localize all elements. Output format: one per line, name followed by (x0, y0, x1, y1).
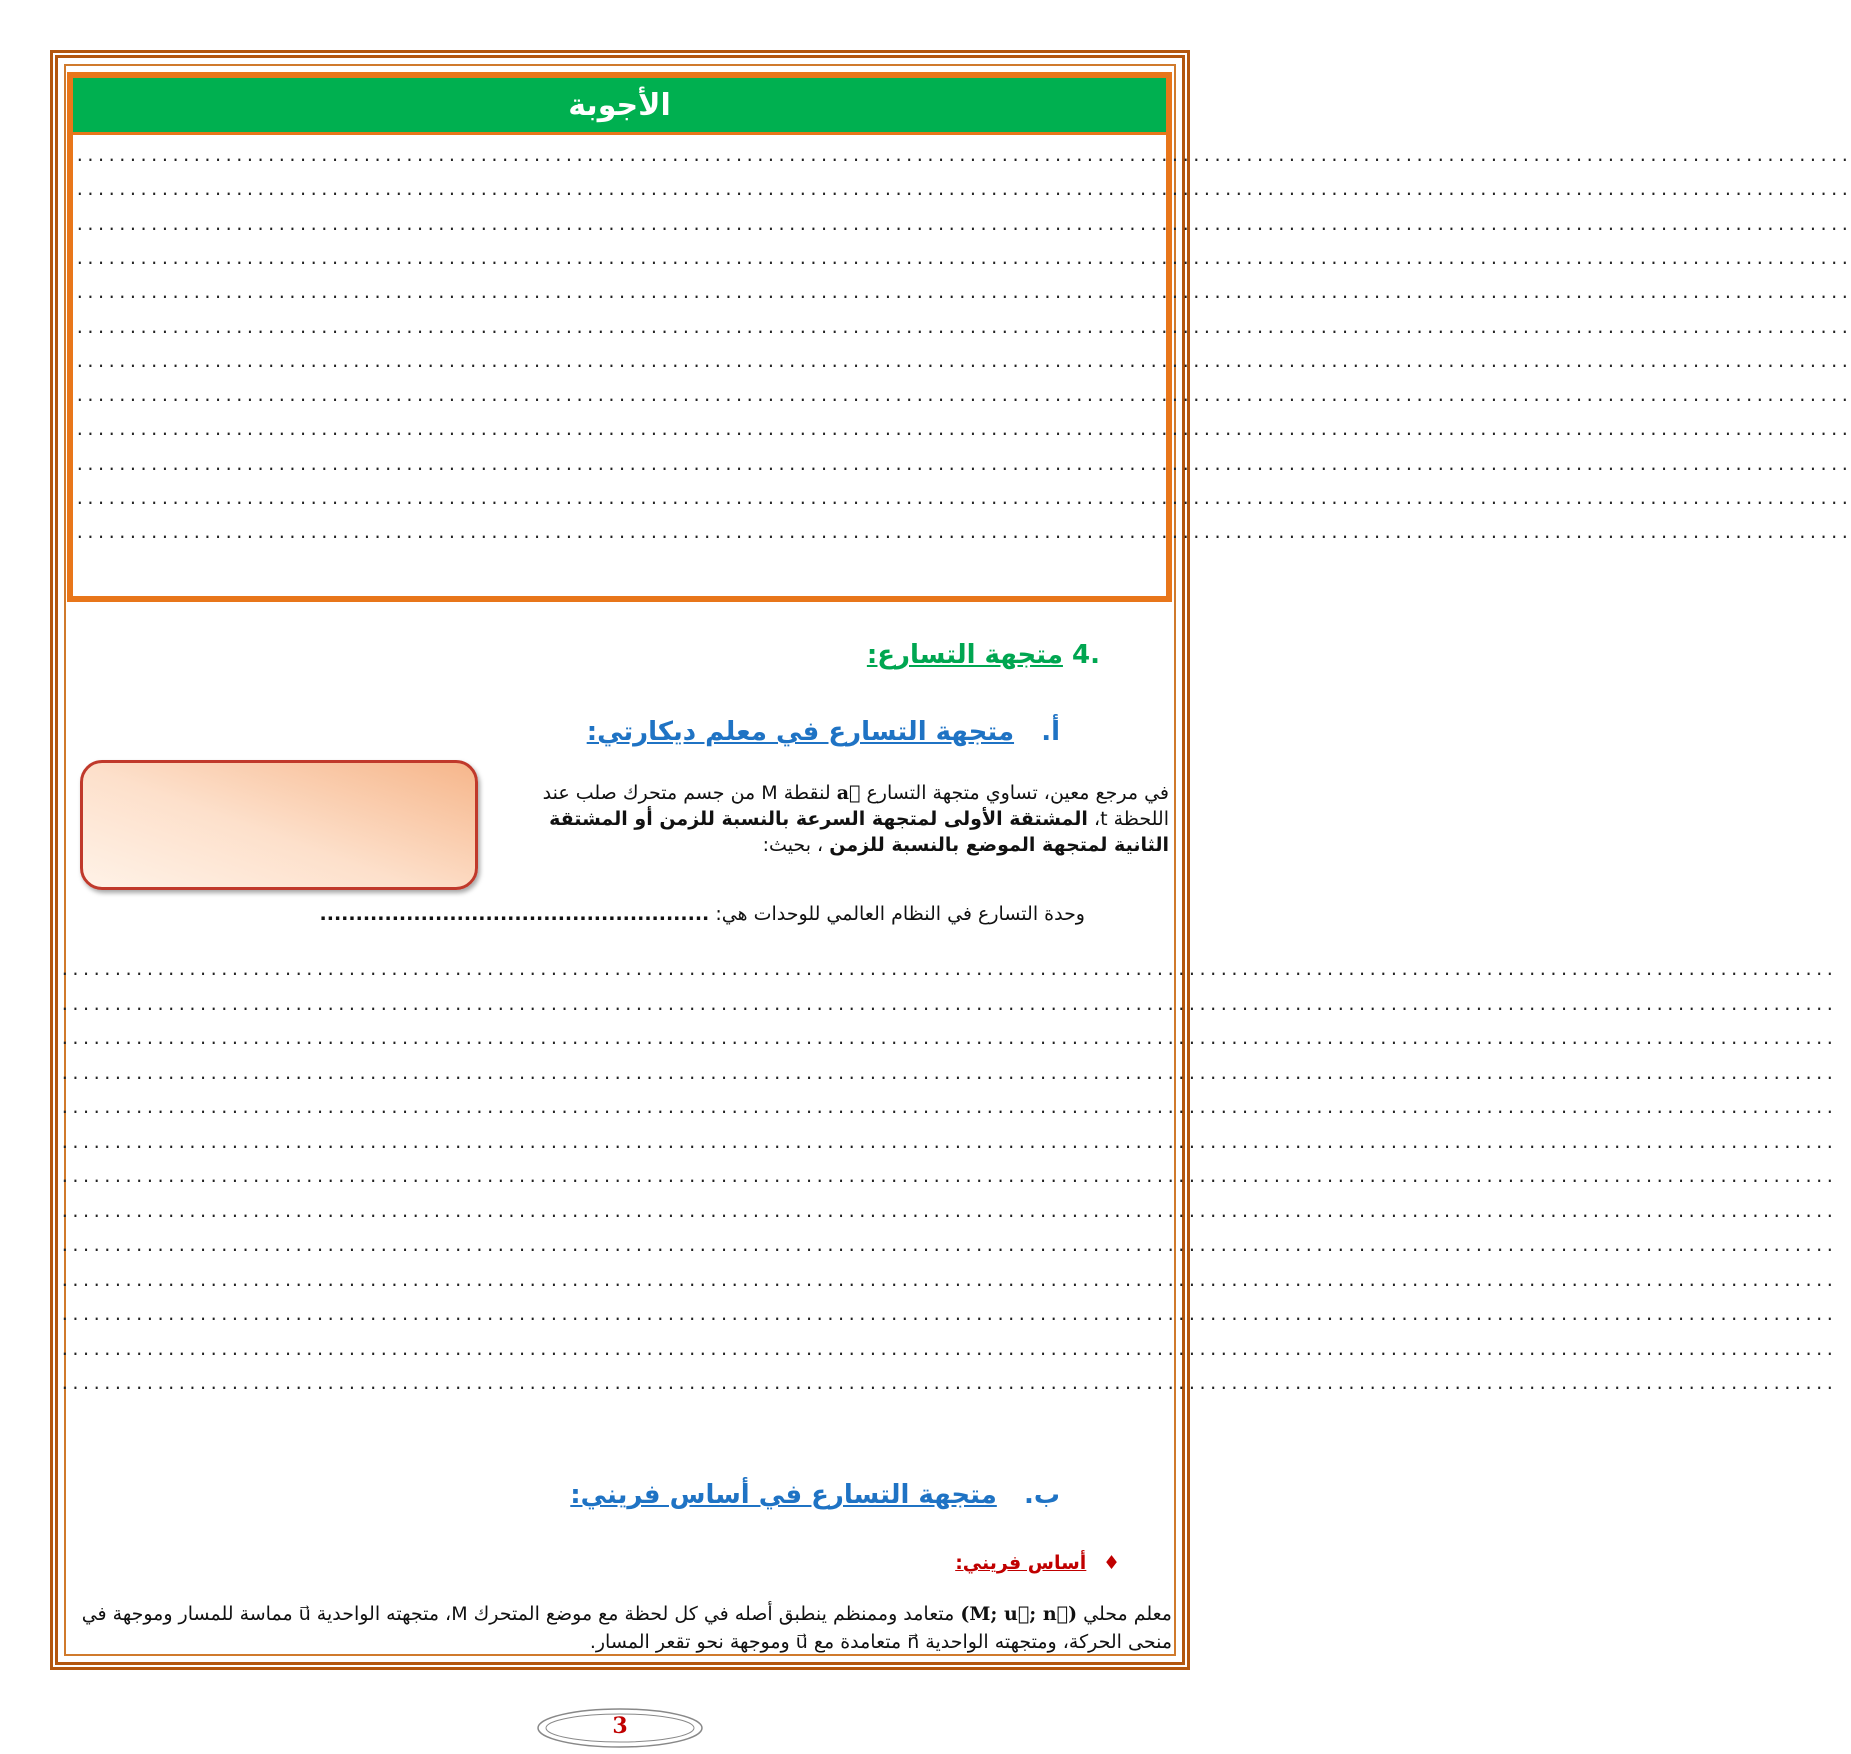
definition-part2: لنقطة M من جسم متحرك صلب عند اللحظة t، (542, 782, 1169, 830)
section-a-title: متجهة التسارع في معلم ديكارتي: (586, 717, 1015, 747)
unit-vector-u: u⃗ (298, 1603, 311, 1625)
section-a-letter: أ. (1041, 717, 1060, 747)
frenet-basis: (M; u⃗; n⃗) (960, 1603, 1078, 1625)
section-a-heading (587, 717, 1060, 747)
dotted-answer-line: ....................................................................................................................................................................... (75, 317, 1851, 337)
frenet-line2-c: وموجهة نحو تقعر المسار. (589, 1631, 790, 1653)
dotted-answer-line: ....................................................................................................................................................................... (60, 1063, 1836, 1083)
frenet-definition (62, 1600, 1172, 1656)
dotted-answer-line: ....................................................................................................................................................................... (75, 146, 1851, 165)
section-b-heading (570, 1480, 1060, 1510)
dotted-answer-line: ....................................................................................................................................................................... (60, 1201, 1836, 1221)
section-4-title: متجهة التسارع: (866, 640, 1063, 670)
diamond-bullet-icon: ♦ (1102, 1552, 1120, 1574)
section-4-number: .4 (1072, 640, 1100, 670)
dotted-answer-line: ....................................................................................................................................................................... (75, 489, 1851, 508)
dotted-answer-line: ....................................................................................................................................................................... (60, 1339, 1836, 1359)
dotted-answer-line: ....................................................................................................................................................................... (75, 283, 1851, 303)
frenet-line1-b: متعامد وممنظم ينطبق أصله في كل لحظة مع موضع المتحرك M، متجهته الواحدية (310, 1603, 955, 1625)
dotted-answer-line: ....................................................................................................................................................................... (60, 994, 1836, 1014)
dotted-answer-line: ....................................................................................................................................................................... (60, 1305, 1836, 1324)
acceleration-definition (497, 780, 1169, 858)
page-number: 3 (612, 1713, 628, 1739)
unit-text: وحدة التسارع في النظام العالمي للوحدات هي: (709, 903, 1085, 925)
dotted-answer-line: ....................................................................................................................................................................... (75, 386, 1851, 406)
unit-vector-n: n⃗ (907, 1631, 920, 1653)
dotted-answer-line: ....................................................................................................................................................................... (60, 1270, 1836, 1290)
si-unit-line (320, 903, 1085, 925)
dotted-answer-line: ....................................................................................................................................................................... (75, 180, 1851, 200)
dotted-answer-line: ....................................................................................................................................................................... (75, 248, 1851, 268)
frenet-line2-a: مماسة للمسار وموجهة في منحى الحركة، ومتجهته الواحدية (81, 1603, 1172, 1653)
definition-part1: في مرجع معين، تساوي متجهة التسارع (860, 782, 1169, 804)
page-number-badge (535, 1706, 705, 1750)
dotted-answer-line: ....................................................................................................................................................................... (60, 1029, 1836, 1048)
frenet-title: أساس فريني: (955, 1552, 1087, 1574)
definition-part3: ، بحيث: (762, 834, 824, 856)
answers-title: الأجوبة (568, 87, 671, 123)
dotted-answer-line: ....................................................................................................................................................................... (75, 420, 1851, 440)
dotted-answer-line: ....................................................................................................................................................................... (75, 523, 1851, 543)
answers-header (73, 78, 1166, 135)
frenet-subheading (955, 1552, 1120, 1574)
section-b-title: متجهة التسارع في أساس فريني: (570, 1480, 997, 1510)
unit-dots: ...................................................... (319, 903, 710, 925)
frenet-line2-b: متعامدة مع (807, 1631, 902, 1653)
dotted-answer-line: ....................................................................................................................................................................... (60, 1236, 1836, 1255)
dotted-answer-line: ....................................................................................................................................................................... (60, 1098, 1836, 1117)
dotted-answer-line: ....................................................................................................................................................................... (60, 1167, 1836, 1186)
section-b-letter: ب. (1023, 1480, 1060, 1510)
dotted-answer-line: ....................................................................................................................................................................... (60, 960, 1836, 979)
dotted-answer-line: ....................................................................................................................................................................... (60, 1132, 1836, 1152)
definition-bold: المشتقة الأولى لمتجهة السرعة بالنسبة للزمن أو المشتقة الثانية لمتجهة الموضع بالنسبة للزمن (549, 808, 1169, 856)
dotted-answer-line: ....................................................................................................................................................................... (75, 214, 1851, 234)
formula-callout-box (80, 760, 478, 890)
vector-a: a⃗ (836, 782, 861, 804)
dotted-answer-line: ....................................................................................................................................................................... (75, 351, 1851, 371)
section-4-heading (867, 640, 1100, 670)
unit-vector-u-ref: u⃗ (795, 1631, 808, 1653)
dotted-answer-line: ....................................................................................................................................................................... (60, 1374, 1836, 1393)
dotted-answer-line: ....................................................................................................................................................................... (75, 454, 1851, 474)
frenet-line1-a: معلم محلي (1077, 1603, 1172, 1625)
